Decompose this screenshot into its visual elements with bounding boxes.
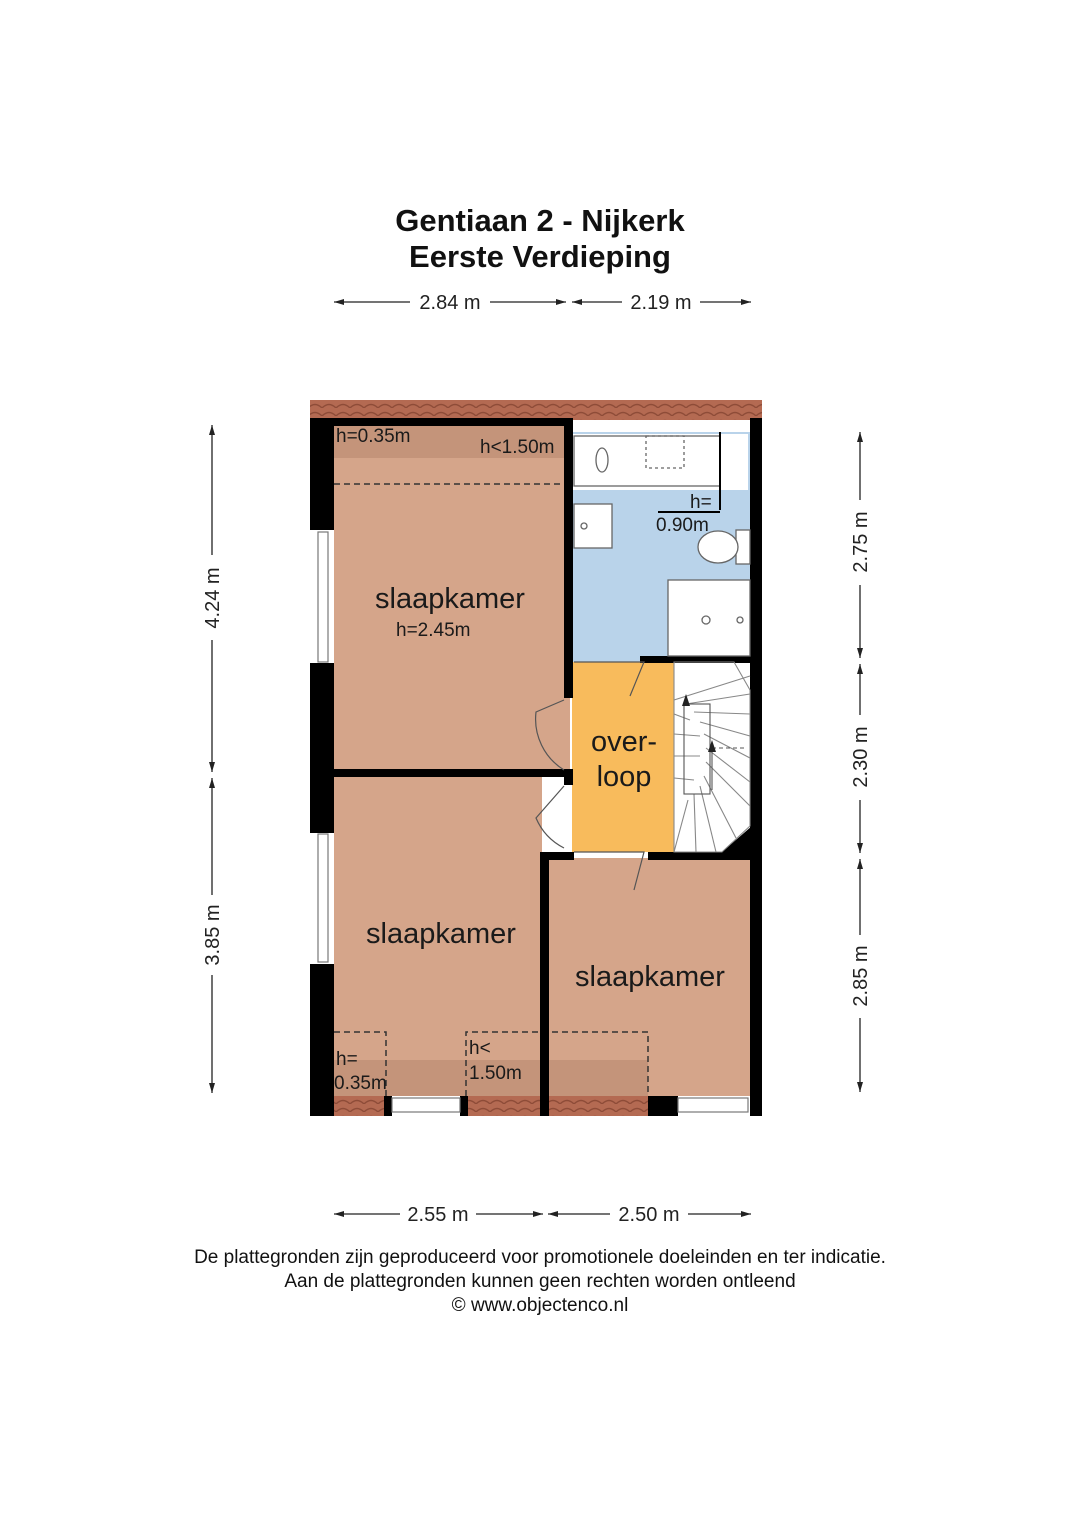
roof-top xyxy=(310,400,762,420)
dim-right-upper: 2.75 m xyxy=(850,511,872,573)
bedroom-bottom-right-low-zone xyxy=(546,1060,648,1096)
dim-bottom-right: 2.50 m xyxy=(618,1204,680,1226)
dim-top-right: 2.19 m xyxy=(630,292,692,314)
plan-title: Gentiaan 2 - Nijkerk xyxy=(395,203,685,238)
dim-left-lower: 3.85 m xyxy=(202,904,224,966)
bedroom-top-height: h=2.45m xyxy=(396,620,471,641)
dim-bottom-left: 2.55 m xyxy=(407,1204,469,1226)
bedroom-bottom-left-slope-mid-1: h< xyxy=(469,1038,491,1059)
dim-top-left: 2.84 m xyxy=(419,292,481,314)
bedroom-top-label: slaapkamer xyxy=(375,583,525,615)
landing-label-1: over- xyxy=(590,726,658,758)
bedroom-bottom-left-label: slaapkamer xyxy=(366,918,516,950)
dim-right-lower: 2.85 m xyxy=(850,945,872,1007)
bedroom-top-slope-low: h=0.35m xyxy=(336,426,411,447)
bedroom-bottom-left-slope-low-1: h= xyxy=(336,1049,358,1070)
landing-label-2: loop xyxy=(596,761,652,793)
sink-icon xyxy=(574,504,612,548)
dim-left-upper: 4.24 m xyxy=(202,567,224,629)
bedroom-top-slope-mid: h<1.50m xyxy=(480,437,555,458)
bedroom-bottom-left-slope-low-2: 0.35m xyxy=(334,1073,387,1094)
bathroom-height-1: h= xyxy=(690,492,712,513)
bedroom-bottom-right-label: slaapkamer xyxy=(575,961,725,993)
disclaimer-line-2: Aan de plattegronden kunnen geen rechten worden ontleend xyxy=(284,1271,796,1292)
disclaimer-line-1: De plattegronden zijn geproduceerd voor promotionele doeleinden en ter indicatie. xyxy=(194,1247,886,1268)
roof-bottom-mid xyxy=(462,1096,648,1116)
bathroom-bath-area xyxy=(572,434,748,490)
copyright: © www.objectenco.nl xyxy=(451,1295,629,1316)
dim-right-middle: 2.30 m xyxy=(850,726,872,788)
shower-icon xyxy=(668,580,750,656)
bedroom-bottom-left-slope-mid-2: 1.50m xyxy=(469,1063,522,1084)
bathroom-height-2: 0.90m xyxy=(656,515,709,536)
floor-name: Eerste Verdieping xyxy=(409,239,671,274)
